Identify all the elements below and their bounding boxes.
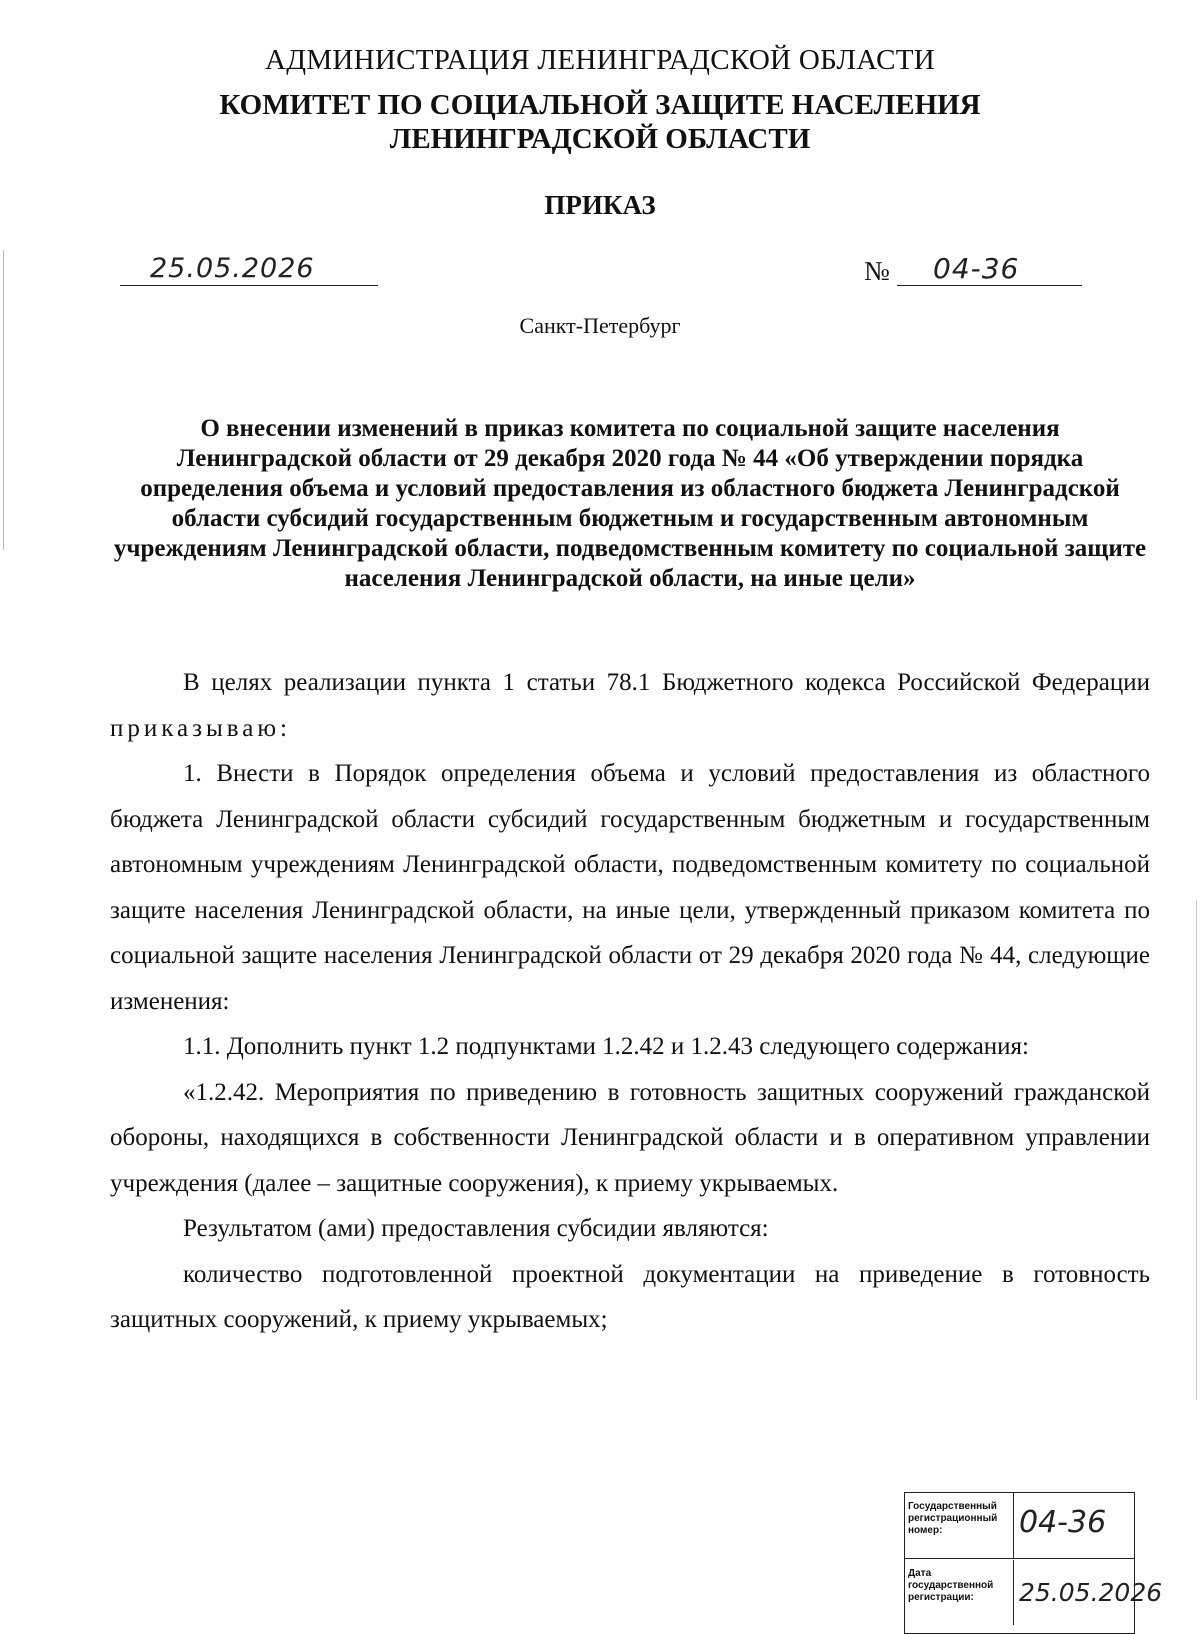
paragraph-item-1-1: 1.1. Дополнить пункт 1.2 подпунктами 1.2.42 и 1.2.43 следующего содержания: xyxy=(183,1033,1029,1060)
number-underline xyxy=(897,285,1082,286)
number-sign: № xyxy=(864,256,890,286)
document-title: О внесении изменений в приказ комитета по социальной защите населения Ленинградской области от 29 декабря 2020 года № 44 «Об утверждении порядка определения объема и условий предоставления из областного бюджета Ленинградской области субсидий государственным бюджетным и государственным автономным учреждениям Ленинградской области, подведомственным комитету по социальной защите населения Ленинградской области, на иные цели» xyxy=(113,415,1147,592)
stamp-date-label: Дата государственной регистрации: xyxy=(908,1568,994,1603)
administration-header: АДМИНИСТРАЦИЯ ЛЕНИНГРАДСКОЙ ОБЛАСТИ xyxy=(265,44,935,76)
paragraph-quantity: количество подготовленной проектной документации на приведение в готовность защитных сооружений, к приему укрываемых; xyxy=(110,1260,1150,1333)
order-word: приказываю: xyxy=(110,714,291,742)
committee-line-2: ЛЕНИНГРАДСКОЙ ОБЛАСТИ xyxy=(389,123,811,155)
document-body xyxy=(110,660,1150,1343)
paragraph-results: Результатом (ами) предоставления субсидии являются: xyxy=(183,1215,769,1242)
document-type: ПРИКАЗ xyxy=(544,190,656,220)
date-underline xyxy=(120,285,378,286)
stamp-divider xyxy=(1013,1560,1014,1625)
stamp-number-label: Государственный регистрационный номер: xyxy=(908,1501,998,1536)
committee-header xyxy=(0,88,1200,156)
committee-line-1: КОМИТЕТ ПО СОЦИАЛЬНОЙ ЗАЩИТЕ НАСЕЛЕНИЯ xyxy=(219,89,981,121)
paragraph-item-1-2-42: «1.2.42. Мероприятия по приведению в готовность защитных сооружений гражданской обороны, находящихся в собственности Ленинградской области и в оперативном управлении учреждения (далее – защитные сооружения), к приему укрываемых. xyxy=(110,1078,1150,1197)
stamp-number-value: 04-36 xyxy=(1019,1505,1107,1540)
scan-edge-mark xyxy=(1196,900,1197,1400)
stamp-date-value: 25.05.2026 xyxy=(1019,1578,1163,1607)
order-number: 04-36 xyxy=(933,252,1020,285)
paragraph-preamble xyxy=(110,660,1150,751)
scan-edge-mark xyxy=(3,250,4,550)
paragraph-item-1: 1. Внести в Порядок определения объема и условий предоставления из областного бюджета Ленинградской области субсидий государственным бюджетным и государственным автономным учреждениям Ленинградской области, подведомственным комитету по социальной защите населения Ленинградской области, на иные цели, утвержденный приказом комитета по социальной защите населения Ленинградской области от 29 декабря 2020 года № 44, следующие изменения: xyxy=(110,760,1150,1015)
city: Санкт-Петербург xyxy=(519,313,681,338)
stamp-row-date xyxy=(905,1560,1163,1625)
preamble-text: В целях реализации пункта 1 статьи 78.1 Бюджетного кодекса Российской Федерации xyxy=(183,669,1150,696)
stamp-divider xyxy=(1013,1493,1014,1558)
registration-stamp xyxy=(904,1492,1163,1634)
order-date: 25.05.2026 xyxy=(150,253,315,284)
stamp-row-number xyxy=(905,1493,1134,1559)
